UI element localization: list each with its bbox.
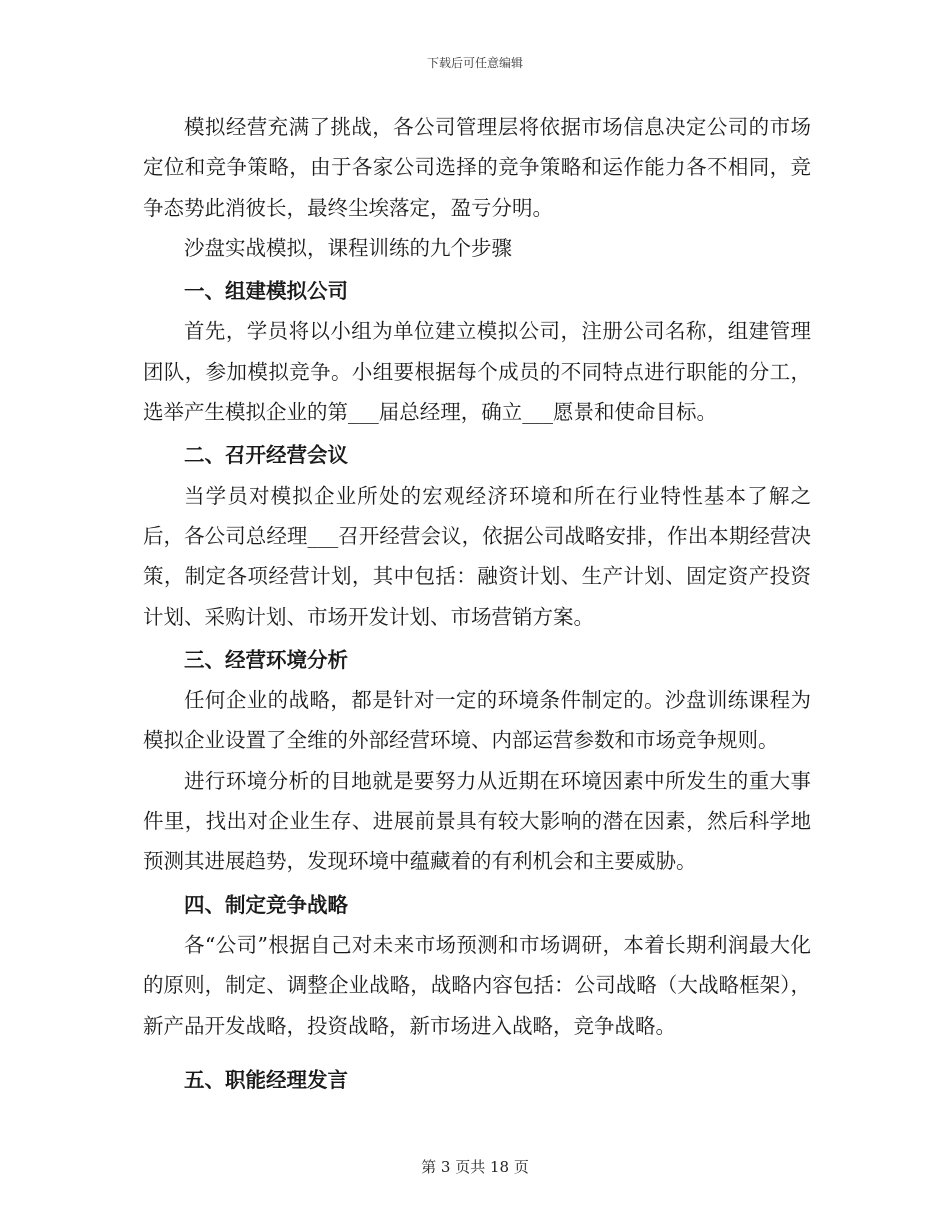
paragraph-step-2: 当学员对模拟企业所处的宏观经济环境和所在行业特性基本了解之后，各公司总经理___召开经营会议，依据公司战略安排，作出本期经营决策，制定各项经营计划，其中包括：融资计划、生产计划、固定资产投资计划、采购计划、市场开发计划、市场营销方案。 bbox=[143, 483, 811, 629]
heading-step-1: 一、组建模拟公司 bbox=[184, 279, 348, 304]
heading-step-3: 三、经营环境分析 bbox=[184, 647, 348, 672]
paragraph-step-3b: 进行环境分析的目地就是要努力从近期在环境因素中所发生的重大事件里，找出对企业生存、进展前景具有较大影响的潜在因素，然后科学地预测其进展趋势，发现环境中蕴藏着的有利机会和主要威胁。 bbox=[143, 768, 811, 874]
paragraph-intro: 模拟经营充满了挑战，各公司管理层将依据市场信息决定公司的市场定位和竞争策略，由于各家公司选择的竞争策略和运作能力各不相同，竞争态势此消彼长，最终尘埃落定，盈亏分明。 bbox=[143, 115, 811, 220]
heading-step-5: 五、职能经理发言 bbox=[184, 1067, 348, 1092]
paragraph-step-3a: 任何企业的战略，都是针对一定的环境条件制定的。沙盘训练课程为模拟企业设置了全维的外部经营环境、内部运营参数和市场竞争规则。 bbox=[143, 688, 811, 753]
paragraph-step-1: 首先，学员将以小组为单位建立模拟公司，注册公司名称，组建管理团队，参加模拟竞争。小组要根据每个成员的不同特点进行职能的分工，选举产生模拟企业的第___届总经理，确立___愿景和使命目标。 bbox=[143, 319, 811, 425]
heading-step-4: 四、制定竞争战略 bbox=[184, 892, 348, 917]
page-number: 第 3 页共 18 页 bbox=[421, 1158, 529, 1176]
heading-step-2: 二、召开经营会议 bbox=[184, 443, 348, 468]
page-header: 下载后可任意编辑 bbox=[426, 56, 523, 70]
document-body bbox=[143, 107, 811, 1100]
paragraph-steps-intro: 沙盘实战模拟，课程训练的九个步骤 bbox=[184, 235, 512, 260]
paragraph-step-4: 各“公司”根据自己对未来市场预测和市场调研，本着长期利润最大化的原则，制定、调整企业战略，战略内容包括：公司战略（大战略框架），新产品开发战略，投资战略，新市场进入战略，竞争战略。 bbox=[143, 932, 811, 1038]
